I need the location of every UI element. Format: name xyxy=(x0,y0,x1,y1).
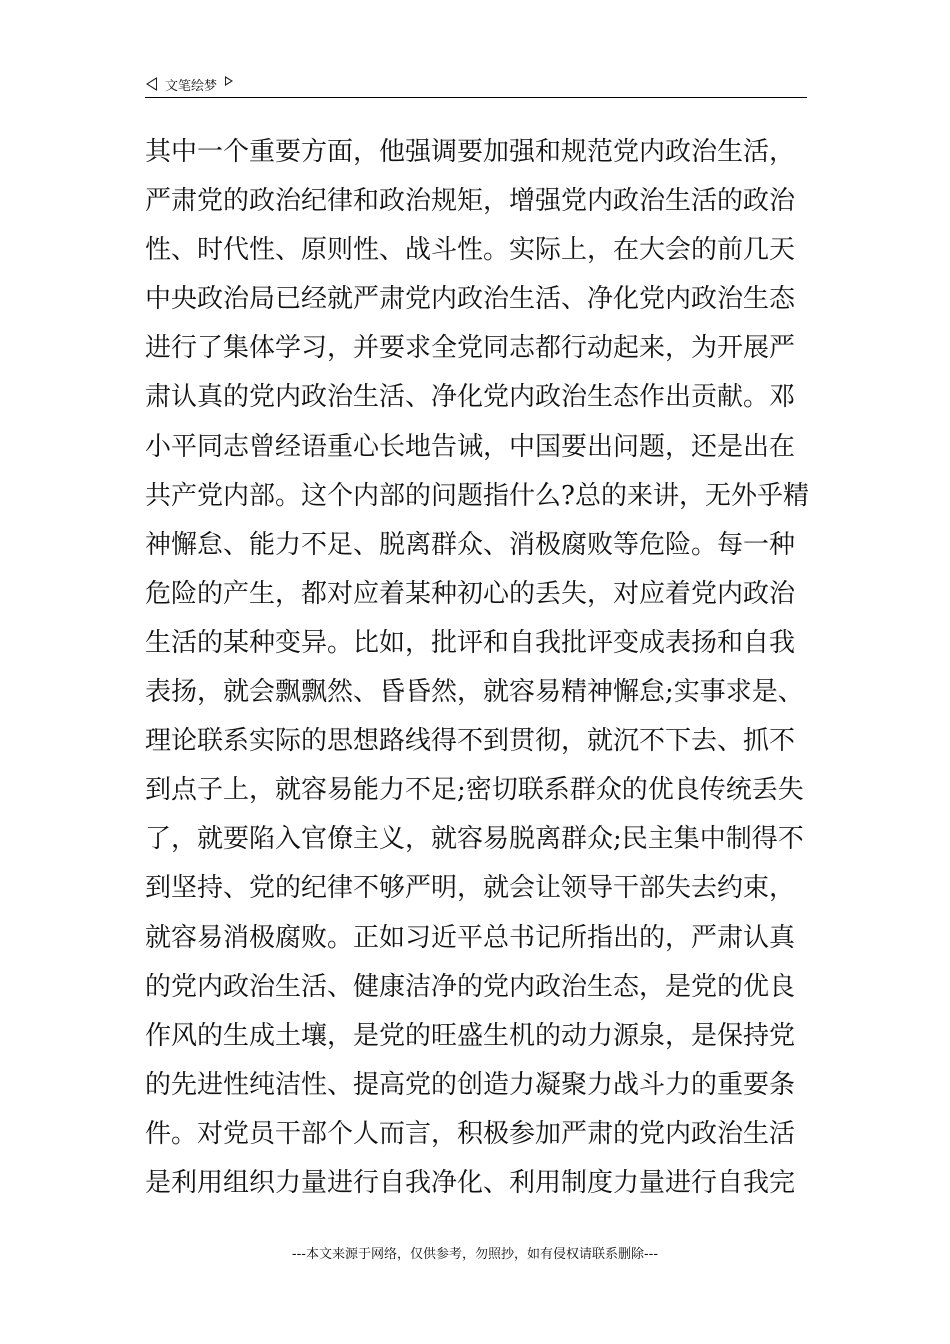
text-line: 了，就要陷入官僚主义，就容易脱离群众;民主集中制得不 xyxy=(145,824,804,855)
text-line: 表扬，就会飘飘然、昏昏然，就容易精神懈怠;实事求是、 xyxy=(145,677,804,708)
text-line: 中央政治局已经就严肃党内政治生活、净化党内政治生态 xyxy=(145,284,796,315)
triangle-left-icon xyxy=(146,77,157,91)
page-footer: ---本文来源于网络，仅供参考，勿照抄，如有侵权请联系删除--- xyxy=(291,1247,659,1262)
text-line: 理论联系实际的思想路线得不到贯彻，就沉不下去、抓不 xyxy=(145,726,796,757)
text-line: 严肃党的政治纪律和政治规矩，增强党内政治生活的政治 xyxy=(145,186,796,217)
text-line: 性、时代性、原则性、战斗性。实际上，在大会的前几天 xyxy=(145,235,796,266)
text-line: 到坚持、党的纪律不够严明，就会让领导干部失去约束， xyxy=(145,873,796,904)
text-line: 进行了集体学习，并要求全党同志都行动起来，为开展严 xyxy=(145,333,796,364)
text-line: 生活的某种变异。比如，批评和自我批评变成表扬和自我 xyxy=(145,627,796,658)
text-line: 的党内政治生活、健康洁净的党内政治生态，是党的优良 xyxy=(145,971,796,1002)
body-text xyxy=(145,128,825,1208)
text-line: 作风的生成土壤，是党的旺盛生机的动力源泉，是保持党 xyxy=(145,1020,796,1051)
text-line: 其中一个重要方面，他强调要加强和规范党内政治生活， xyxy=(145,137,796,167)
text-line: 到点子上，就容易能力不足;密切联系群众的优良传统丢失 xyxy=(145,775,804,806)
text-line: 危险的产生，都对应着某种初心的丢失，对应着党内政治 xyxy=(145,578,796,609)
page-header xyxy=(146,72,233,96)
header-title: 文笔绘梦 xyxy=(165,78,218,94)
text-line: 肃认真的党内政治生活、净化党内政治生态作出贡献。邓 xyxy=(145,382,796,413)
triangle-right-icon xyxy=(225,76,233,86)
text-line: 的先进性纯洁性、提高党的创造力凝聚力战斗力的重要条 xyxy=(145,1069,796,1100)
text-line: 小平同志曾经语重心长地告诫，中国要出问题，还是出在 xyxy=(145,431,796,462)
text-line: 是利用组织力量进行自我净化、利用制度力量进行自我完 xyxy=(145,1167,796,1198)
text-line: 神懈怠、能力不足、脱离群众、消极腐败等危险。每一种 xyxy=(145,529,796,560)
text-line: 共产党内部。这个内部的问题指什么?总的来讲，无外乎精 xyxy=(145,480,809,511)
text-line: 就容易消极腐败。正如习近平总书记所指出的，严肃认真 xyxy=(145,922,796,953)
text-line: 件。对党员干部个人而言，积极参加严肃的党内政治生活 xyxy=(145,1118,796,1149)
header-divider xyxy=(145,97,807,98)
